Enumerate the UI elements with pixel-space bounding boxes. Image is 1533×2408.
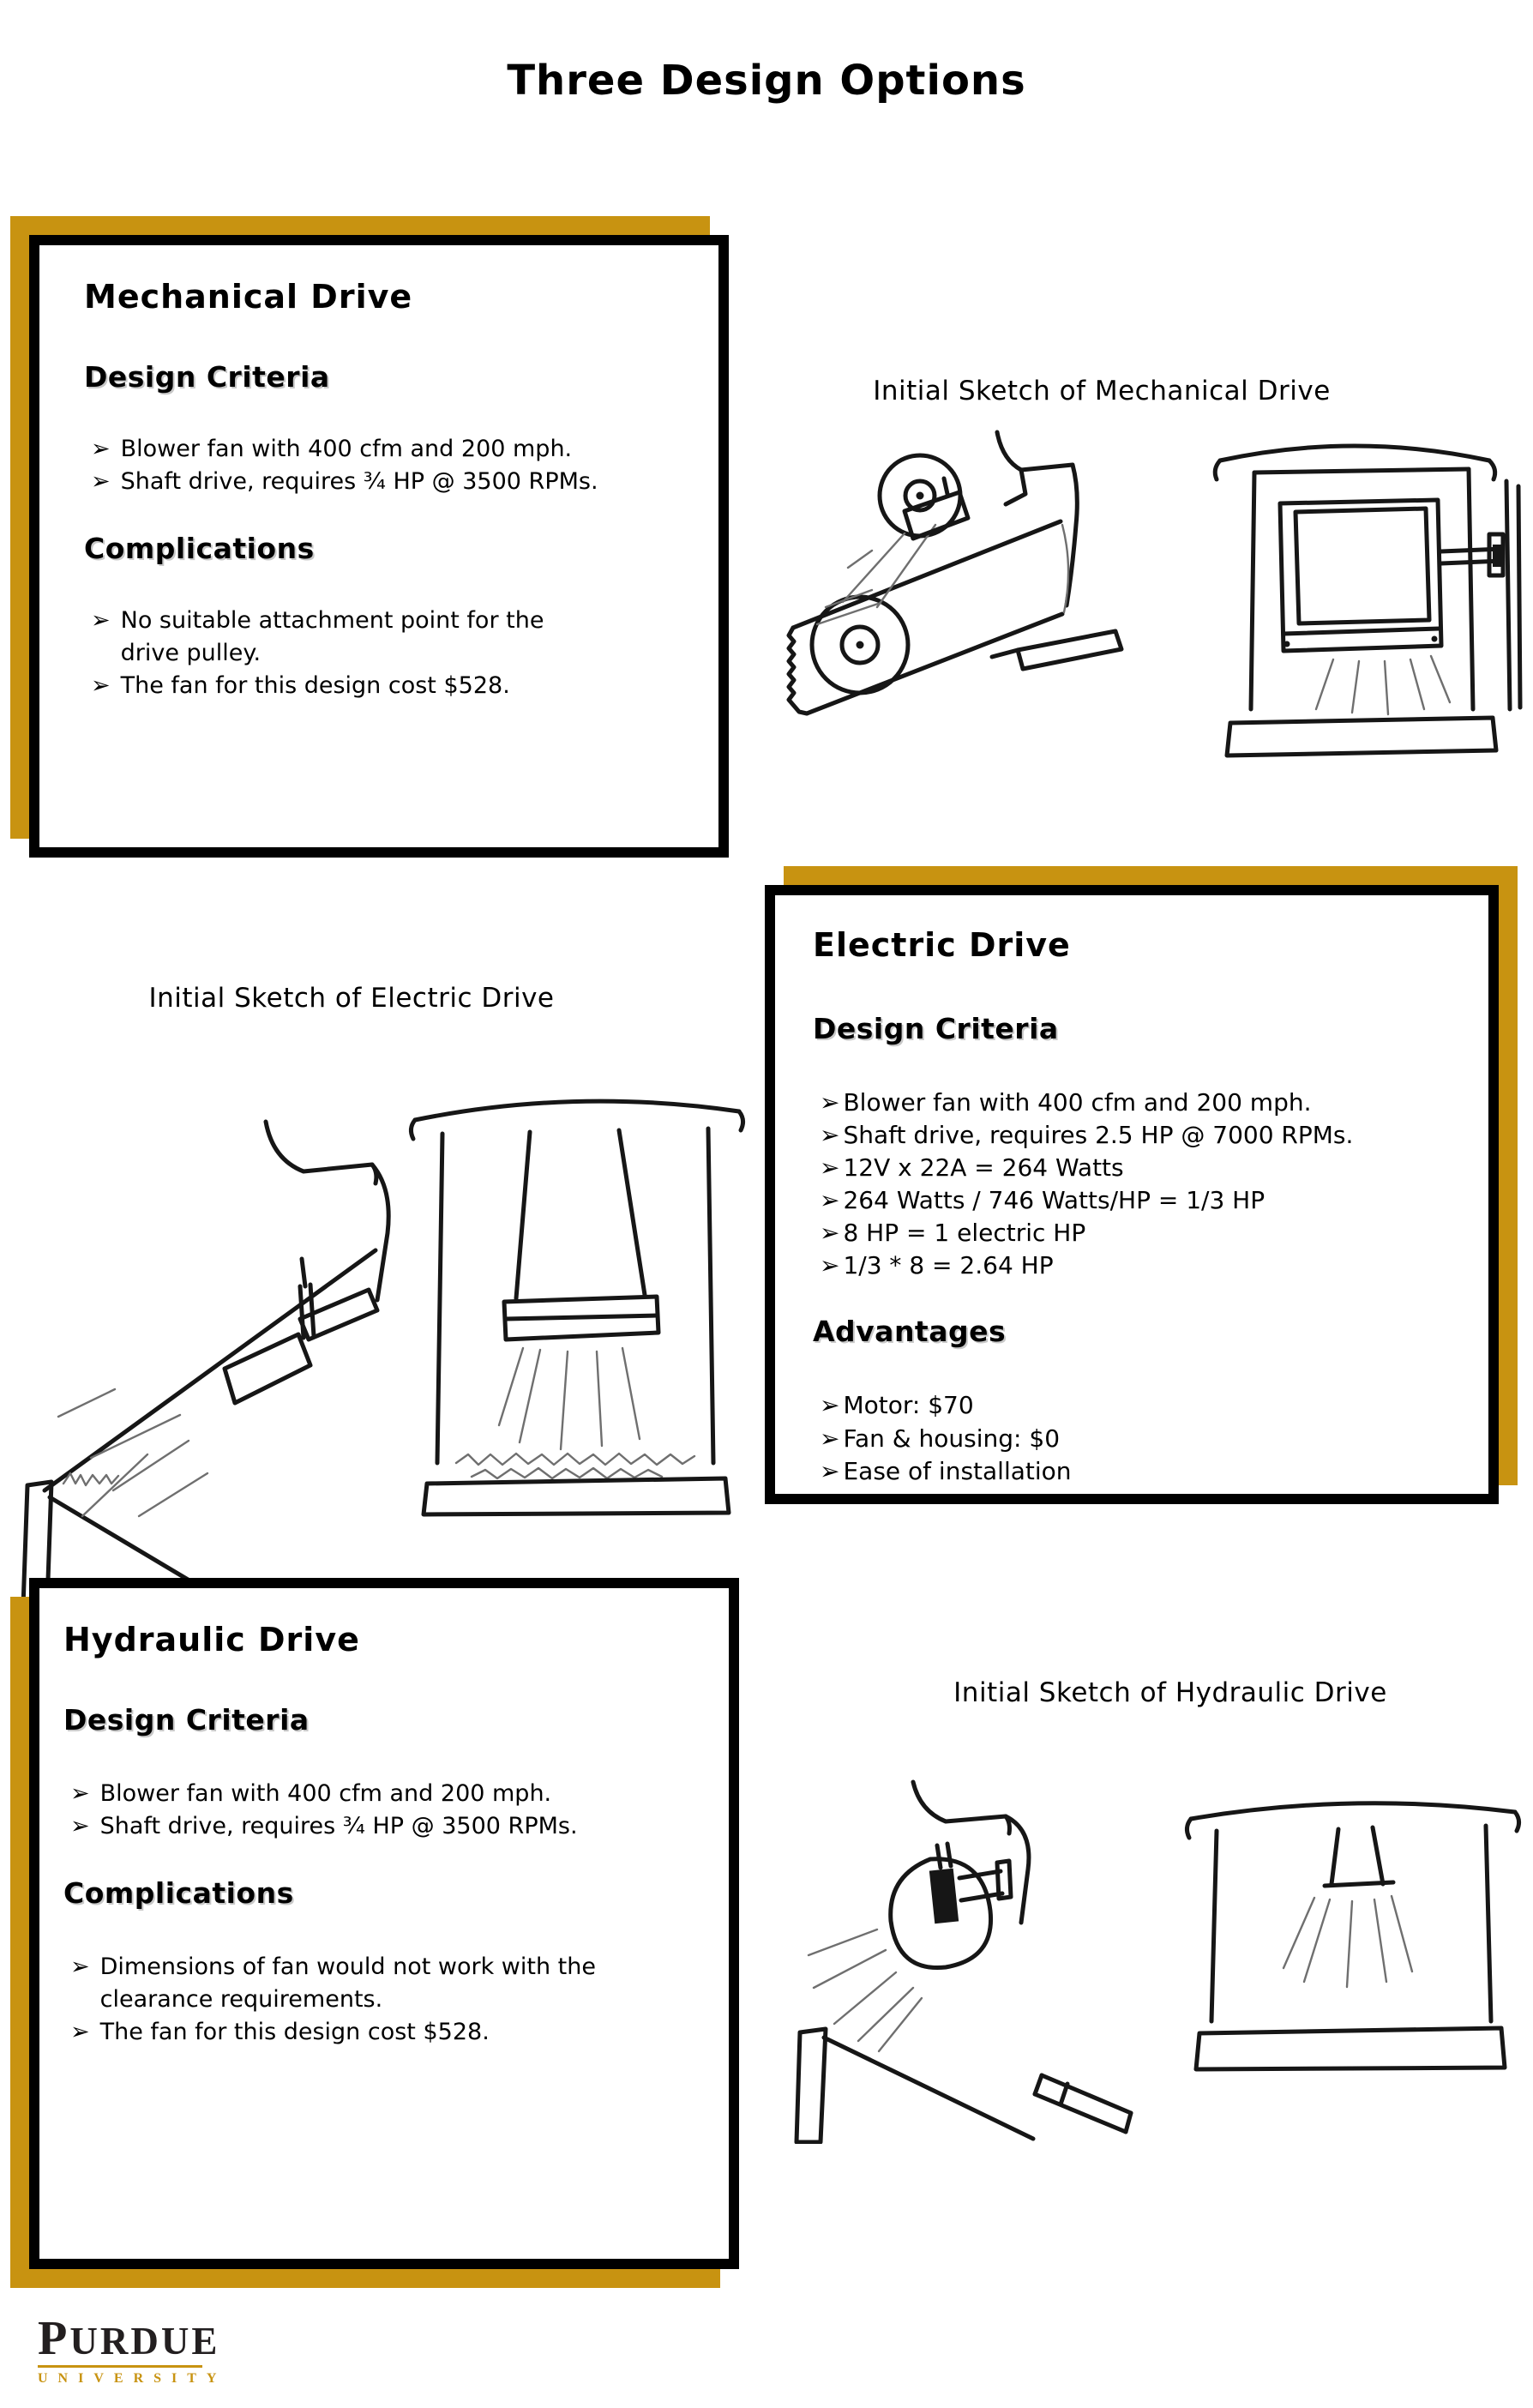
mechanical-criteria-heading: Design Criteria [84, 360, 330, 394]
mechanical-drive-panel [29, 235, 729, 858]
list-item-text: 264 Watts / 746 Watts/HP = 1/3 HP [843, 1186, 1265, 1215]
bullet-arrow-icon: ➢ [820, 1088, 840, 1117]
hydraulic-drive-panel [29, 1578, 739, 2269]
list-item [820, 1087, 1454, 1119]
mechanical-side-view-sketch [776, 429, 1136, 768]
list-item-text: The fan for this design cost $528. [120, 672, 510, 700]
list-item-text: 8 HP = 1 electric HP [843, 1219, 1086, 1248]
hydraulic-drive-title: Hydraulic Drive [63, 1621, 360, 1659]
purdue-logo-rule [38, 2365, 202, 2368]
bullet-arrow-icon: ➢ [70, 1813, 90, 1840]
bullet-arrow-icon: ➢ [70, 1953, 90, 1980]
electric-advantages-list [813, 1389, 1454, 1487]
mechanical-front-view-sketch [1205, 424, 1530, 763]
list-item [91, 605, 598, 671]
list-item [820, 1389, 1454, 1422]
electric-sketch-label: Initial Sketch of Electric Drive [148, 983, 555, 1014]
bullet-arrow-icon: ➢ [820, 1391, 840, 1420]
bullet-arrow-icon: ➢ [820, 1186, 840, 1215]
list-item [70, 1778, 629, 1810]
electric-drive-panel [765, 885, 1499, 1504]
list-item [70, 1810, 629, 1843]
list-item [820, 1455, 1454, 1488]
list-item-text: Shaft drive, requires ¾ HP @ 3500 RPMs. [99, 1813, 578, 1840]
purdue-logo-wordmark: PURDUE [38, 2312, 220, 2365]
bullet-arrow-icon: ➢ [820, 1456, 840, 1485]
purdue-logo-university: UNIVERSITY [38, 2371, 227, 2387]
hydraulic-complications-heading: Complications [63, 1875, 294, 1910]
list-item [820, 1423, 1454, 1455]
list-item [91, 670, 598, 702]
list-item [70, 2016, 629, 2049]
list-item-text: Blower fan with 400 cfm and 200 mph. [120, 436, 573, 462]
bullet-arrow-icon: ➢ [820, 1121, 840, 1150]
list-item-text: No suitable attachment point for the drive pulley. [120, 606, 544, 666]
electric-front-view-sketch [403, 1082, 746, 1520]
bullet-arrow-icon: ➢ [91, 468, 111, 496]
list-item [820, 1217, 1454, 1249]
list-item-text: 12V x 22A = 264 Watts [843, 1153, 1124, 1183]
bullet-arrow-icon: ➢ [70, 2019, 90, 2046]
bullet-arrow-icon: ➢ [70, 1780, 90, 1807]
list-item-text: Blower fan with 400 cfm and 200 mph. [843, 1088, 1312, 1117]
bullet-arrow-icon: ➢ [91, 606, 111, 634]
list-item [820, 1249, 1454, 1282]
purdue-logo [38, 2314, 226, 2387]
electric-advantages-heading: Advantages [813, 1315, 1007, 1349]
electric-criteria-heading: Design Criteria [813, 1012, 1059, 1045]
list-item-text: Shaft drive, requires ¾ HP @ 3500 RPMs. [120, 468, 598, 496]
list-item [91, 433, 598, 466]
list-item [820, 1152, 1454, 1184]
list-item-text: Ease of installation [843, 1456, 1072, 1485]
electric-drive-title: Electric Drive [813, 926, 1071, 964]
list-item-text: Dimensions of fan would not work with the clearance requirements. [99, 1953, 596, 2013]
list-item [91, 466, 598, 498]
list-item-text: Fan & housing: $0 [843, 1424, 1061, 1453]
list-item [820, 1184, 1454, 1217]
list-item-text: Blower fan with 400 cfm and 200 mph. [99, 1780, 552, 1807]
bullet-arrow-icon: ➢ [820, 1153, 840, 1183]
bullet-arrow-icon: ➢ [91, 436, 111, 462]
hydraulic-criteria-heading: Design Criteria [63, 1703, 310, 1737]
list-item-text: 1/3 * 8 = 2.64 HP [843, 1251, 1054, 1280]
list-item [70, 1951, 629, 2017]
bullet-arrow-icon: ➢ [820, 1424, 840, 1453]
mechanical-criteria-list [84, 433, 598, 499]
hydraulic-side-view-sketch [785, 1775, 1153, 2144]
list-item [820, 1119, 1454, 1152]
electric-criteria-list [813, 1087, 1454, 1282]
page-title: Three Design Options [507, 57, 1026, 105]
hydraulic-front-view-sketch [1179, 1788, 1522, 2075]
hydraulic-criteria-list [63, 1778, 629, 1844]
list-item-text: Motor: $70 [843, 1391, 974, 1420]
list-item-text: The fan for this design cost $528. [99, 2019, 490, 2046]
hydraulic-complications-list [63, 1951, 629, 2050]
mechanical-sketch-label: Initial Sketch of Mechanical Drive [873, 376, 1331, 406]
bullet-arrow-icon: ➢ [91, 672, 111, 700]
mechanical-complications-list [84, 605, 598, 703]
bullet-arrow-icon: ➢ [820, 1251, 840, 1280]
bullet-arrow-icon: ➢ [820, 1219, 840, 1248]
list-item-text: Shaft drive, requires 2.5 HP @ 7000 RPMs. [843, 1121, 1354, 1150]
hydraulic-sketch-label: Initial Sketch of Hydraulic Drive [953, 1677, 1387, 1708]
mechanical-drive-title: Mechanical Drive [84, 278, 413, 316]
mechanical-complications-heading: Complications [84, 531, 315, 565]
